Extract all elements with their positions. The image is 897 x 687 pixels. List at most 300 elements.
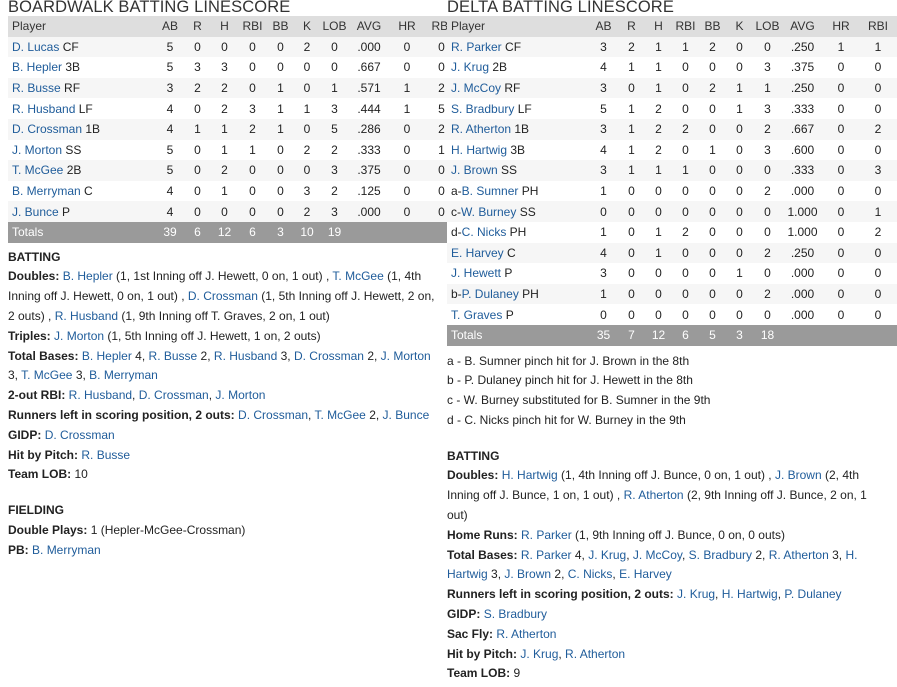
stat-cell: 0	[645, 181, 672, 202]
player-cell	[447, 160, 589, 181]
stat-cell: 0	[672, 284, 699, 305]
column-header: Player	[451, 19, 486, 34]
totals-cell: 10	[294, 222, 320, 243]
player-position: 1B	[511, 122, 530, 137]
stat-cell: 1	[672, 160, 699, 181]
table-row	[447, 263, 897, 284]
player-link[interactable]: D. Lucas	[12, 39, 60, 54]
stat-cell: .000	[782, 181, 823, 202]
stat-cell: 0	[726, 160, 753, 181]
stat-cell: 2	[211, 160, 238, 181]
player-link[interactable]: J. Krug	[451, 60, 490, 75]
stat-cell: 1	[618, 98, 645, 119]
stat-label: 2-out RBI:	[8, 388, 66, 403]
totals-cell: 7	[618, 325, 645, 346]
stat-line	[447, 605, 877, 625]
player-link[interactable]: R. Husband	[12, 101, 76, 116]
column-header: RBI	[867, 19, 888, 34]
player-link[interactable]: J. Bunce	[12, 204, 59, 219]
table-row	[8, 98, 458, 119]
stat-cell: 0	[389, 181, 425, 202]
stat-line	[8, 465, 438, 485]
stat-cell: 0	[238, 201, 267, 222]
stat-cell: 0	[672, 304, 699, 325]
player-cell	[447, 140, 589, 161]
column-header: BB	[272, 19, 289, 34]
stat-cell: 0	[699, 98, 726, 119]
stat-line	[8, 446, 438, 466]
player-link[interactable]: J. Morton	[215, 388, 266, 403]
player-link[interactable]: B. Hepler	[81, 348, 132, 363]
player-link[interactable]: T. McGee	[332, 269, 384, 284]
player-cell	[8, 181, 156, 202]
table-row	[8, 119, 458, 140]
table-row	[447, 119, 897, 140]
stat-cell: 1	[726, 263, 753, 284]
stat-text: (1, 5th Inning off J. Hewett, 1 on, 2 outs)	[104, 328, 321, 343]
stat-cell: 3	[589, 160, 618, 181]
stat-cell: 0	[699, 119, 726, 140]
player-link[interactable]: R. Husband	[54, 308, 119, 323]
stat-label: Doubles:	[8, 269, 60, 284]
stat-cell: 2	[294, 201, 320, 222]
stat-cell: .571	[349, 78, 389, 99]
stat-cell: .286	[349, 119, 389, 140]
player-link[interactable]: D. Crossman	[138, 388, 209, 403]
player-link[interactable]: H. Hartwig	[721, 587, 778, 602]
stat-cell: 0	[184, 98, 211, 119]
stat-cell: 0	[238, 78, 267, 99]
table-row	[8, 160, 458, 181]
player-link[interactable]: J. McCoy	[451, 81, 502, 96]
stat-line	[447, 645, 877, 665]
player-link[interactable]: B. Merryman	[89, 368, 158, 383]
stat-label: Home Runs:	[447, 527, 518, 542]
stat-cell: 0	[672, 263, 699, 284]
stat-cell: 0	[859, 98, 897, 119]
stat-text: 2,	[551, 567, 568, 582]
totals-cell: 12	[211, 222, 238, 243]
stat-cell: 2	[672, 119, 699, 140]
stat-cell: 2	[753, 284, 782, 305]
column-header: HR	[832, 19, 850, 34]
delta-batting-table	[447, 16, 897, 346]
delta-title: DELTA BATTING LINESCORE	[447, 0, 674, 16]
table-header-row	[8, 16, 458, 37]
stat-cell: 0	[267, 201, 294, 222]
player-position: RF	[60, 81, 81, 96]
stat-cell: .250	[782, 37, 823, 58]
player-link[interactable]: R. Atherton	[565, 646, 626, 661]
column-header: R	[627, 19, 636, 34]
stat-cell: 3	[589, 119, 618, 140]
player-link[interactable]: J. Krug	[520, 646, 559, 661]
stat-cell: 0	[726, 140, 753, 161]
stat-cell: 0	[389, 37, 425, 58]
player-link[interactable]: D. Crossman	[187, 289, 258, 304]
stat-cell: 2	[425, 78, 458, 99]
table-row	[8, 37, 458, 58]
player-link[interactable]: J. Morton	[380, 348, 431, 363]
stat-cell: 0	[823, 78, 859, 99]
player-position: PH	[506, 225, 527, 240]
stat-cell: 0	[859, 263, 897, 284]
stat-cell: 0	[753, 222, 782, 243]
player-link[interactable]: R. Husband	[68, 388, 133, 403]
column-header: K	[735, 19, 744, 34]
player-link[interactable]: J. Krug	[588, 547, 627, 562]
stat-cell: 2	[320, 140, 349, 161]
table-row	[447, 37, 897, 58]
player-cell	[447, 284, 589, 305]
stat-cell: 0	[823, 160, 859, 181]
stat-text: 9	[513, 666, 521, 681]
stat-cell: 0	[672, 78, 699, 99]
stat-cell: 0	[753, 263, 782, 284]
stat-text: (1, 5th Inning off J. Hewett, 2 on, 2 outs) ,	[8, 289, 435, 323]
stat-cell: 0	[618, 181, 645, 202]
player-position: 1B	[82, 122, 101, 137]
player-link[interactable]: H. Hartwig	[451, 142, 508, 157]
player-link[interactable]: P. Dulaney	[784, 587, 842, 602]
player-link[interactable]: T. Graves	[451, 307, 503, 322]
stat-cell: 4	[156, 119, 184, 140]
stat-cell: 2	[753, 119, 782, 140]
stat-line	[8, 426, 438, 446]
stat-cell: 3	[589, 37, 618, 58]
stat-text: 2,	[197, 348, 214, 363]
stat-cell: .667	[782, 119, 823, 140]
boardwalk-fielding-notes	[8, 501, 438, 560]
player-position: LF	[514, 101, 532, 116]
player-link[interactable]: R. Busse	[12, 81, 61, 96]
player-cell	[8, 98, 156, 119]
stat-cell: 0	[823, 222, 859, 243]
stat-cell: 0	[859, 78, 897, 99]
player-link[interactable]: B. Merryman	[12, 184, 81, 199]
totals-cell	[859, 325, 897, 346]
player-link[interactable]: J. Bunce	[382, 407, 430, 422]
player-position: C	[80, 184, 93, 199]
stat-cell: 0	[859, 304, 897, 325]
player-link[interactable]: D. Crossman	[293, 348, 364, 363]
totals-cell: 35	[589, 325, 618, 346]
stat-cell: 2	[672, 222, 699, 243]
player-position: P	[58, 204, 71, 219]
player-link[interactable]: J. Krug	[677, 587, 716, 602]
stat-cell: 0	[726, 37, 753, 58]
stat-cell: 0	[699, 304, 726, 325]
stat-cell: 1	[211, 119, 238, 140]
player-position: PH	[518, 287, 539, 302]
player-cell	[8, 119, 156, 140]
stat-text: ,	[626, 547, 633, 562]
player-position: 3B	[507, 142, 526, 157]
player-cell	[447, 57, 589, 78]
stat-text: 2,	[365, 407, 383, 422]
stat-cell: 5	[156, 57, 184, 78]
player-link[interactable]: T. McGee	[12, 163, 64, 178]
totals-cell	[823, 325, 859, 346]
stat-cell: 0	[267, 57, 294, 78]
stat-cell: 1	[823, 37, 859, 58]
player-cell	[447, 78, 589, 99]
stat-cell: .444	[349, 98, 389, 119]
player-link[interactable]: W. Burney	[461, 204, 517, 219]
stat-label: GIDP:	[8, 427, 42, 442]
stat-cell: 0	[699, 181, 726, 202]
stat-cell: 0	[726, 201, 753, 222]
player-link[interactable]: T. McGee	[21, 368, 73, 383]
player-link[interactable]: R. Atherton	[623, 488, 684, 503]
player-link[interactable]: P. Dulaney	[461, 287, 519, 302]
stat-label: GIDP:	[447, 607, 481, 622]
player-cell	[8, 57, 156, 78]
player-cell	[447, 181, 589, 202]
player-link[interactable]: J. Brown	[451, 163, 498, 178]
player-link[interactable]: S. Bradbury	[451, 101, 515, 116]
player-position: 3B	[62, 60, 81, 75]
boardwalk-batting-table	[8, 16, 458, 243]
stat-cell: 0	[294, 57, 320, 78]
stat-cell: 1	[699, 140, 726, 161]
totals-cell: 12	[645, 325, 672, 346]
table-row	[8, 140, 458, 161]
stat-cell: .125	[349, 181, 389, 202]
stat-text: (1, 9th Inning off J. Bunce, 0 on, 0 outs)	[571, 527, 785, 542]
boardwalk-batting-notes	[8, 248, 438, 486]
column-header: AB	[595, 19, 612, 34]
stat-cell: 0	[859, 140, 897, 161]
player-link[interactable]: J. Brown	[504, 567, 552, 582]
stat-cell: 1	[618, 160, 645, 181]
stat-cell: .000	[349, 37, 389, 58]
stat-cell: 1	[238, 140, 267, 161]
stat-cell: 2	[645, 98, 672, 119]
stat-label: Sac Fly:	[447, 626, 494, 641]
player-link[interactable]: J. Morton	[54, 328, 105, 343]
player-link[interactable]: R. Atherton	[496, 626, 557, 641]
stat-cell: 5	[589, 98, 618, 119]
stat-label: Doubles:	[447, 468, 499, 483]
stat-cell: 1	[859, 201, 897, 222]
stat-text: (1, 9th Inning off T. Graves, 2 on, 1 out)	[118, 308, 330, 323]
substitution-note: b - P. Dulaney pinch hit for J. Hewett in the 8th	[447, 373, 693, 388]
stat-cell: 0	[699, 160, 726, 181]
stat-cell: 0	[699, 284, 726, 305]
stat-cell: 0	[238, 160, 267, 181]
stat-text: 10	[74, 467, 88, 482]
stat-cell: 0	[184, 181, 211, 202]
player-position: PH	[518, 184, 539, 199]
stat-cell: 0	[425, 201, 458, 222]
stat-cell: 0	[753, 37, 782, 58]
player-link[interactable]: C. Nicks	[461, 225, 507, 240]
player-link[interactable]: B. Hepler	[12, 60, 63, 75]
stat-cell: 1	[618, 57, 645, 78]
player-link[interactable]: J. Hewett	[451, 266, 502, 281]
stat-cell: 1	[618, 119, 645, 140]
stat-cell: 5	[425, 98, 458, 119]
stat-cell: 0	[726, 119, 753, 140]
stat-cell: 1	[425, 140, 458, 161]
stat-cell: 0	[753, 304, 782, 325]
stat-cell: 2	[294, 37, 320, 58]
column-header: Player	[12, 19, 47, 34]
player-cell	[447, 263, 589, 284]
stat-cell: 4	[589, 57, 618, 78]
stat-line	[447, 526, 877, 546]
stat-cell: 0	[294, 160, 320, 181]
stat-cell: 1	[267, 119, 294, 140]
player-link[interactable]: C. Nicks	[567, 567, 613, 582]
stat-cell: 0	[823, 57, 859, 78]
totals-cell: 6	[184, 222, 211, 243]
stat-line	[8, 386, 438, 406]
stat-cell: .000	[782, 284, 823, 305]
stat-cell: 4	[589, 140, 618, 161]
player-link[interactable]: J. Brown	[774, 468, 822, 483]
player-link[interactable]: H. Hartwig	[447, 547, 858, 582]
stat-line	[447, 625, 877, 645]
stat-cell: 1	[645, 222, 672, 243]
stat-text: ,	[132, 388, 139, 403]
stat-text: 2,	[363, 348, 381, 363]
stat-cell: 2	[184, 78, 211, 99]
stat-cell: 0	[184, 160, 211, 181]
stat-line	[447, 664, 877, 684]
stat-cell: 5	[156, 160, 184, 181]
player-link[interactable]: B. Hepler	[62, 269, 113, 284]
stat-cell: 3	[184, 57, 211, 78]
stat-cell: 2	[425, 119, 458, 140]
player-link[interactable]: E. Harvey	[451, 245, 504, 260]
stat-cell: 2	[645, 140, 672, 161]
stat-text: 4,	[571, 547, 589, 562]
stat-cell: 0	[267, 37, 294, 58]
player-position: C	[503, 245, 516, 260]
stat-cell: 1	[753, 78, 782, 99]
stat-text: ,	[208, 388, 216, 403]
player-link[interactable]: B. Merryman	[32, 542, 101, 557]
totals-cell: 19	[320, 222, 349, 243]
column-header: R	[193, 19, 202, 34]
player-link[interactable]: R. Parker	[451, 39, 502, 54]
totals-row	[8, 222, 458, 243]
stat-cell: 2	[859, 222, 897, 243]
player-link[interactable]: R. Busse	[81, 447, 131, 462]
player-link[interactable]: J. McCoy	[632, 547, 682, 562]
stat-cell: 2	[753, 181, 782, 202]
player-cell	[8, 140, 156, 161]
stat-cell: 1	[859, 37, 897, 58]
stat-cell: 0	[294, 119, 320, 140]
stat-cell: 3	[320, 201, 349, 222]
stat-cell: 1	[294, 98, 320, 119]
player-link[interactable]: R. Busse	[148, 348, 198, 363]
stat-cell: 1	[645, 78, 672, 99]
stat-text: 3,	[277, 348, 294, 363]
player-link[interactable]: R. Parker	[520, 547, 572, 562]
stat-cell: 1	[389, 78, 425, 99]
stat-cell: 0	[184, 140, 211, 161]
stat-label: Total Bases:	[447, 547, 518, 562]
stat-cell: .250	[782, 78, 823, 99]
stat-line	[8, 347, 438, 387]
player-link[interactable]: S. Bradbury	[483, 607, 548, 622]
stat-line	[8, 327, 438, 347]
table-row	[447, 284, 897, 305]
stat-cell: 0	[726, 222, 753, 243]
stat-cell: 5	[320, 119, 349, 140]
stat-cell: 0	[294, 78, 320, 99]
stat-cell: 1	[645, 57, 672, 78]
player-link[interactable]: E. Harvey	[619, 567, 672, 582]
stat-cell: 0	[238, 181, 267, 202]
player-link[interactable]: R. Atherton	[768, 547, 829, 562]
stat-line	[8, 267, 438, 326]
totals-cell: 6	[238, 222, 267, 243]
stat-cell: 0	[672, 181, 699, 202]
stat-cell: 0	[672, 201, 699, 222]
player-link[interactable]: H. Hartwig	[501, 468, 558, 483]
delta-batting-notes	[447, 447, 877, 685]
stat-cell: 0	[753, 160, 782, 181]
column-header: H	[654, 19, 663, 34]
stat-text: 4,	[131, 348, 149, 363]
table-row	[447, 304, 897, 325]
stat-cell: 0	[267, 181, 294, 202]
column-header: LOB	[755, 19, 780, 34]
stat-cell: 1	[267, 98, 294, 119]
player-link[interactable]: R. Husband	[213, 348, 278, 363]
player-position: P	[501, 266, 513, 281]
stat-text: 3,	[487, 567, 505, 582]
stat-cell: 0	[389, 57, 425, 78]
stat-cell: 0	[425, 181, 458, 202]
stat-cell: 3	[156, 78, 184, 99]
player-link[interactable]: B. Sumner	[461, 184, 519, 199]
stat-cell: 2	[859, 119, 897, 140]
player-cell	[8, 37, 156, 58]
player-link[interactable]: S. Bradbury	[688, 547, 753, 562]
player-link[interactable]: D. Crossman	[12, 122, 83, 137]
table-row	[447, 140, 897, 161]
column-header: RBI	[242, 19, 263, 34]
totals-row	[447, 325, 897, 346]
stat-cell: .667	[349, 57, 389, 78]
totals-label: Totals	[447, 325, 589, 346]
stat-cell: 0	[618, 284, 645, 305]
stat-cell: .000	[782, 304, 823, 325]
stat-cell: 0	[267, 160, 294, 181]
player-link[interactable]: D. Crossman	[238, 407, 309, 422]
player-link[interactable]: R. Atherton	[451, 122, 512, 137]
player-link[interactable]: D. Crossman	[44, 427, 115, 442]
player-cell	[447, 37, 589, 58]
player-link[interactable]: R. Parker	[521, 527, 572, 542]
stat-line	[8, 541, 438, 561]
stat-cell: 3	[589, 263, 618, 284]
stat-label: Double Plays:	[8, 522, 88, 537]
player-link[interactable]: J. Morton	[12, 142, 63, 157]
stat-cell: 0	[618, 243, 645, 264]
stat-cell: 0	[859, 243, 897, 264]
table-row	[8, 78, 458, 99]
player-link[interactable]: T. McGee	[314, 407, 366, 422]
stat-cell: 1	[184, 119, 211, 140]
stat-cell: 0	[320, 37, 349, 58]
